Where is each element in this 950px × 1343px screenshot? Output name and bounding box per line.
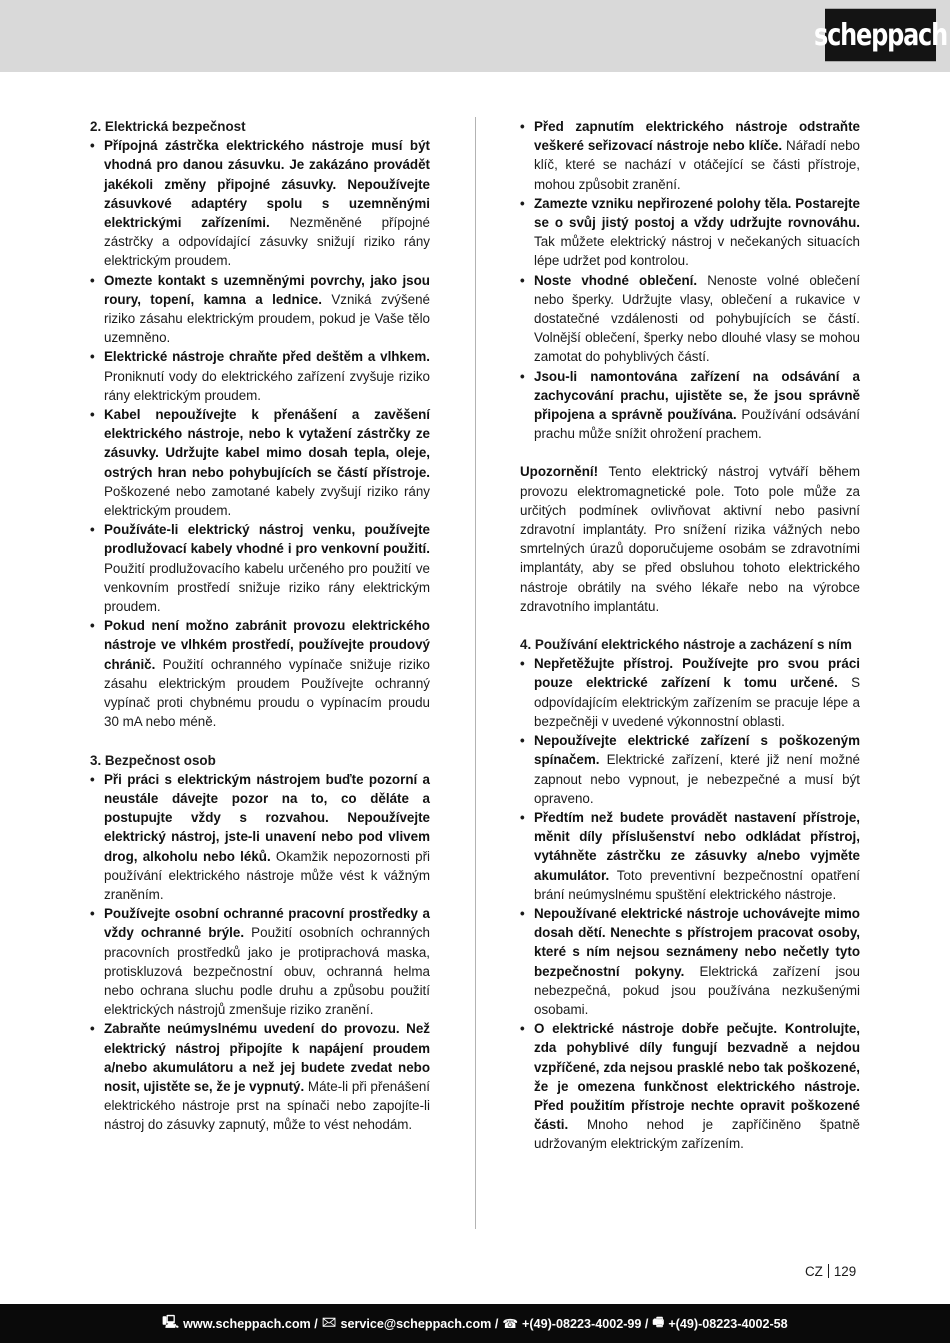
scheppach-logo: scheppach [825,9,936,62]
list-item: • O elektrické nástroje dobře pečujte. Kontrolujte, zda pohyblivé díly fungují bezvadně a nejdou vzpříčené, zda nejsou prasklé nebo tak poškozené, že je omezena funkčnost elektrického nástroje. Před použitím přístroje nechte opravit poškozené části. Mnoho nehod je zapříčiněno špatně udržovaným elektrickým zařízením. [520,1019,860,1153]
section-2-title: 2. Elektrická bezpečnost [90,119,246,134]
email-link[interactable]: service@scheppach.com / [340,1316,499,1331]
list-item: • Noste vhodné oblečení. Nenoste volné oblečení nebo šperky. Udržujte vlasy, oblečení a rukavice v dostatečné vzdálenosti od pohybujících se částí. Volnější oblečení, šperky nebo dlouhé vlasy se mohou zamotat do pohyblivých částí. [520,271,860,367]
section-3-list-continued [520,117,860,443]
list-item: • Před zapnutím elektrického nástroje odstraňte veškeré seřizovací nástroje nebo klíče. Nářadí nebo klíč, které se nachází v otáčející se části přístroje, mohou způsobit zranění. [520,117,860,194]
list-item: • Přípojná zástrčka elektrického nástroje musí být vhodná pro danou zásuvku. Je zakázáno provádět jakékoli změny připojné zásuvky. Nepoužívejte zásuvkové adaptéry spolu s uzemněnými elektrickými zařízeními. Nezměněné přípojné zástrčky a odpovídající zásuvky snižují riziko rány elektrickým proudem. [90,136,430,270]
header-band [0,0,950,72]
list-item: • Nepoužívané elektrické nástroje uchovávejte mimo dosah dětí. Nenechte s přístrojem pracovat osoby, které s ním nejsou seznámeny nebo nečetly tyto bezpečnostní pokyny. Elektrická zařízení jsou nebezpečná, pokud jsou používána nezkušenými osobami. [520,904,860,1019]
list-item: • Omezte kontakt s uzemněnými povrchy, jako jsou roury, topení, kamna a lednice. Vzniká zvýšené riziko zásahu elektrickým proudem, pokud je Vaše tělo uzemněno. [90,271,430,348]
page-language: CZ [805,1264,823,1279]
page-number-value: 129 [833,1264,857,1279]
fax-number: +(49)-08223-4002-58 [668,1316,788,1331]
list-item: • Používejte osobní ochranné pracovní prostředky a vždy ochranné brýle. Použití osobních ochranných pracovních prostředků jako je protiprachová maska, protiskluzová bezpečnostní obuv, ochranná helma nebo ochrana sluchu podle druhu a způsobu použití elektrických nástrojů zmenšuje riziko zranění. [90,904,430,1019]
phone-icon: ☎ [502,1317,519,1331]
section-3-list [90,770,430,1135]
column-divider [475,117,476,1229]
list-item: • Předtím než budete provádět nastavení přístroje, měnit díly příslušenství nebo odkládat přístroj, vytáhněte zástrčku ze zásuvky a/nebo vyjměte akumulátor. Toto preventivní bezpečnostní opatření brání neúmyslnému spuštění elektrického nástroje. [520,808,860,904]
right-column [520,117,860,1154]
phone-number: +(49)-08223-4002-99 / [522,1316,649,1331]
list-item: • Kabel nepoužívejte k přenášení a zavěšení elektrického nástroje, nebo k vytažení zástrčky ze zásuvky. Udržujte kabel mimo dosah tepla, oleje, ostrých hran nebo pohybujících se částí přístroje. Poškozené nebo zamotané kabely zvyšují riziko rány elektrickým proudem. [90,405,430,520]
website-link[interactable]: www.scheppach.com / [183,1316,318,1331]
list-item: • Nepřetěžujte přístroj. Používejte pro svou práci pouze elektrické zařízení k tomu určené. S odpovídajícím elektrickým zařízením se pracuje lépe a bezpečněji v uvedené výkonnostní oblasti. [520,654,860,731]
section-3-title: 3. Bezpečnost osob [90,752,216,768]
list-item: • Nepoužívejte elektrické zařízení s poškozeným spínačem. Elektrické zařízení, které již není možné zapnout nebo vypnout, je nebezpečné a musí být opraveno. [520,731,860,808]
list-item: • Jsou-li namontována zařízení na odsávání a zachycování prachu, ujistěte se, že jsou správně připojena a správně používána. Používání odsávání prachu může snížit ohrožení prachem. [520,367,860,444]
list-item: • Elektrické nástroje chraňte před deštěm a vlhkem. Proniknutí vody do elektrického zařízení zvyšuje riziko rány elektrickým proudem. [90,347,430,405]
list-item: • Při práci s elektrickým nástrojem buďte pozorní a neustále dávejte pozor na to, co děláte a postupujte vždy s rozvahou. Nepoužívejte elektrický nástroj, jste-li unavení nebo pod vlivem drog, alkoholu nebo léků. Okamžik nepozornosti při používání elektrického nástroje může vést k vážným zraněním. [90,770,430,904]
section-4-list [520,654,860,1153]
list-item: • Zamezte vzniku nepřirozené polohy těla. Postarejte se o svůj jistý postoj a vždy udržujte rovnováhu. Tak můžete elektrický nástroj v nečekaných situacích lépe udržet pod kontrolou. [520,194,860,271]
section-4-title: 4. Používání elektrického nástroje a zacházení s ním [520,637,852,653]
computer-icon: 🖳 [162,1315,180,1329]
left-column [90,117,430,1135]
fax-icon: 🖷 [652,1315,665,1329]
warning-paragraph: Upozornění! Tento elektrický nástroj vytváří během provozu elektromagnetické pole. Toto pole může za určitých podmínek ovlivňovat aktivní nebo pasivní zdravotní implantáty. Pro snížení rizika vážných nebo smrtelných úrazů doporučujeme osobám se zdravotními implantáty, aby se před obsluhou tohoto elektrického nástroje obrátily na svého lékaře nebo na výrobce zdravotního implantátu. [520,464,860,614]
list-item: • Zabraňte neúmyslnému uvedení do provozu. Než elektrický nástroj připojíte k napájení proudem a/nebo akumulátoru a než jej budete zvedat nebo nosit, ujistěte se, že je vypnutý. Máte-li při přenášení elektrického nástroje prst na spínači nebo zapojíte-li nástroj do zásuvky zapnutý, může to vést nehodám. [90,1019,430,1134]
page-number [805,1264,856,1279]
envelope-icon: 🖂 [321,1315,337,1329]
section-2-list [90,136,430,731]
list-item: • Pokud není možno zabránit provozu elektrického nástroje ve vlhkém prostředí, používejte proudový chránič. Použití ochranného vypínače snižuje riziko zásahu elektrickým proudem Používejte ochranný vypínač proti chybnému proudu o vypínacím proudu 30 mA nebo méně. [90,616,430,731]
footer-bar [0,1304,950,1343]
page-number-separator [828,1264,829,1278]
list-item: • Používáte-li elektrický nástroj venku, používejte prodlužovací kabely vhodné i pro venkovní použití. Použití prodlužovacího kabelu určeného pro použití ve venkovním prostředí snižuje riziko rány elektrickým proudem. [90,520,430,616]
